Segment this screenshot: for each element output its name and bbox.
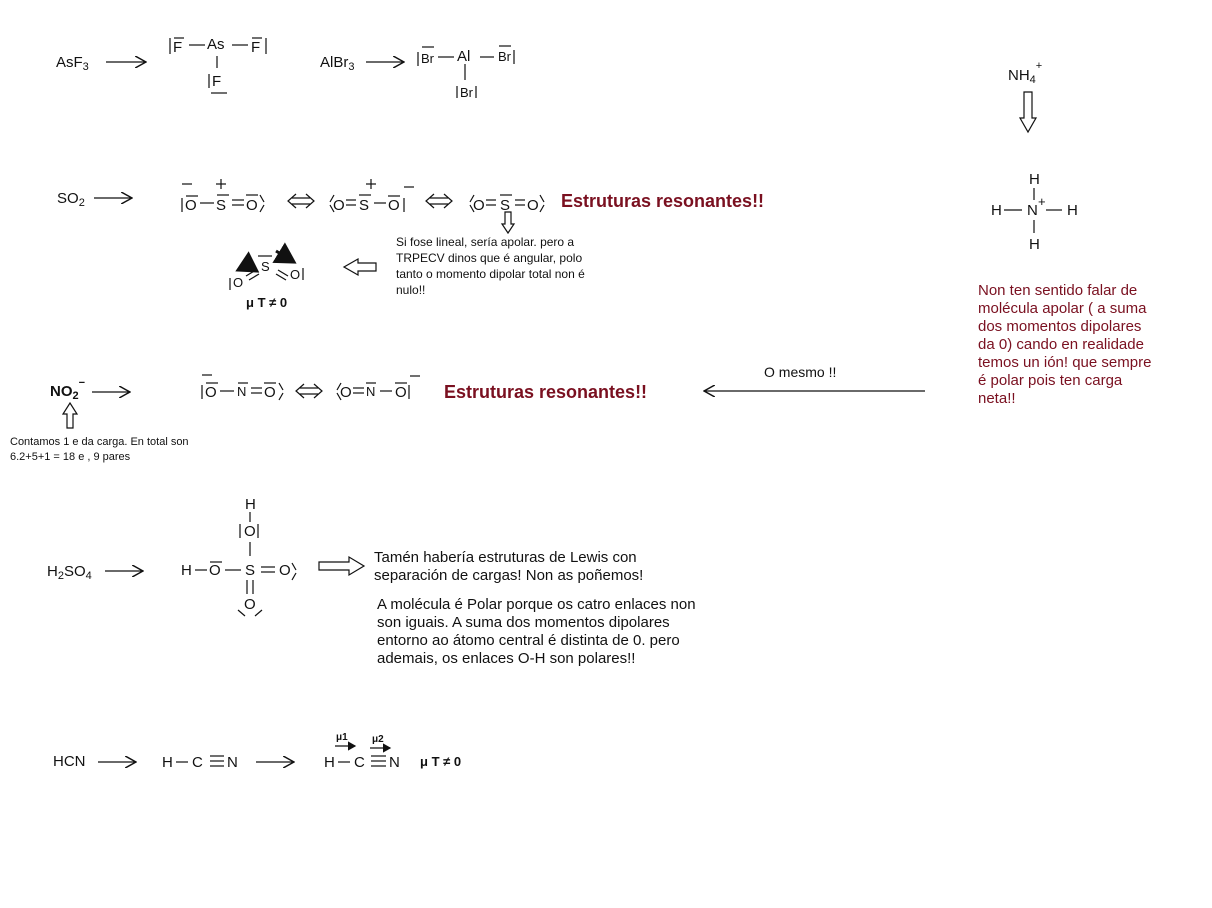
svg-text:C: C: [354, 754, 365, 771]
svg-text:Br: Br: [421, 51, 434, 66]
svg-text:C: C: [192, 754, 203, 771]
hcn-lewis-2: [324, 732, 400, 771]
h2so4-right-arrow: [319, 557, 364, 575]
hcn-row: [53, 732, 461, 771]
albr3-lewis: [418, 46, 514, 100]
svg-text:O: O: [395, 384, 407, 401]
svg-text:H: H: [324, 754, 335, 771]
svg-text:O: O: [246, 197, 258, 214]
svg-text:N: N: [227, 754, 238, 771]
svg-text:Br: Br: [498, 49, 511, 64]
hcn-mu-total: μ T ≠ 0: [420, 754, 462, 769]
svg-text:H: H: [181, 562, 192, 579]
albr3-row: [320, 46, 514, 100]
svg-text:O: O: [473, 197, 485, 214]
h2so4-polar-note: A molécula é Polar porque os catro enlaces non son iguais. A suma dos momentos dipolares entorno ao átomo central é distinta de 0. pero ademais, os enlaces O-H son polares!!: [377, 596, 696, 667]
h2so4-lewis-note: Tamén habería estruturas de Lewis con separación de cargas! Non as poñemos!: [374, 549, 644, 584]
svg-text:Al: Al: [457, 48, 471, 65]
no2-structure-2: [337, 376, 420, 401]
nh4-down-arrow: [1020, 92, 1036, 132]
nh4-column: [991, 60, 1078, 253]
so2-down-arrow: [502, 212, 514, 233]
svg-text:S: S: [216, 197, 227, 214]
svg-text:O: O: [264, 384, 276, 401]
svg-text:O: O: [185, 197, 197, 214]
svg-text:O: O: [340, 384, 352, 401]
h2so4-lewis: [181, 496, 296, 616]
asf3-formula: AsF$_3$: [56, 54, 89, 73]
so2-angular: [230, 251, 303, 290]
so2-mu-total: μ T ≠ 0: [246, 295, 288, 310]
svg-text:O: O: [209, 562, 221, 579]
svg-text:O: O: [205, 384, 217, 401]
svg-text:O: O: [279, 562, 291, 579]
svg-text:F: F: [212, 73, 222, 90]
svg-text:F: F: [251, 39, 261, 56]
so2-linear-note: Si fose lineal, sería apolar. pero a TRPECV dinos que é angular, polo tanto o momento dipolar total non é nulo!!: [396, 235, 585, 297]
svg-text:As: As: [207, 36, 225, 53]
svg-text:N: N: [237, 384, 247, 399]
albr3-formula: AlBr$_3$: [320, 54, 355, 73]
so2-resonance-label: Estruturas resonantes!!: [561, 191, 765, 211]
no2-resonance-label: Estruturas resonantes!!: [444, 382, 648, 402]
svg-text:+: +: [1038, 194, 1046, 209]
svg-text:S: S: [500, 197, 511, 214]
svg-text:S: S: [261, 259, 270, 274]
svg-text:O: O: [233, 275, 244, 290]
so2-structure-3: [470, 195, 544, 214]
nh4-ion-note: Non ten sentido falar de molécula apolar ( a suma dos momentos dipolares da 0) cando en realidade temos un ión! que sempre é polar pois ten carga neta!!: [978, 282, 1152, 407]
svg-text:O: O: [290, 267, 301, 282]
so2-structure-1: [182, 179, 264, 214]
hcn-lewis-1: [162, 754, 238, 771]
svg-text:O: O: [244, 523, 256, 540]
svg-text:H: H: [162, 754, 173, 771]
so2-formula: $SO_2$: [57, 190, 85, 209]
svg-text:N: N: [1027, 202, 1038, 219]
svg-text:O: O: [527, 197, 539, 214]
no2-up-arrow: [63, 403, 77, 428]
asf3-lewis: [170, 36, 266, 93]
no2-resonance-arrow: [296, 384, 322, 398]
o-mesmo-label: O mesmo !!: [764, 364, 837, 380]
no2-count-note: Contamos 1 e da carga. En total son 6.2+5+1 = 18 e , 9 pares: [10, 436, 189, 463]
so2-structure-2: [330, 179, 414, 214]
no2-row: [50, 364, 925, 428]
so2-resonance-arrow-1: [288, 194, 314, 208]
nh4-lewis: [991, 171, 1078, 253]
svg-text:H: H: [991, 202, 1002, 219]
svg-text:S: S: [359, 197, 370, 214]
h2so4-formula: $H_2SO_4$: [47, 563, 92, 582]
so2-left-arrow: [344, 259, 376, 275]
nh4-formula: $NH_4^+$: [1008, 60, 1043, 86]
svg-text:μ1: μ1: [336, 732, 348, 743]
svg-text:H: H: [1067, 202, 1078, 219]
svg-text:H: H: [1029, 171, 1040, 188]
no2-formula: $NO_2^-$: [50, 377, 86, 402]
no2-structure-1: [202, 375, 283, 401]
svg-text:F: F: [173, 39, 183, 56]
svg-text:N: N: [389, 754, 400, 771]
hcn-formula: HCN: [53, 753, 86, 770]
svg-text:H: H: [1029, 236, 1040, 253]
svg-text:H: H: [245, 496, 256, 513]
so2-resonance-arrow-2: [426, 194, 452, 208]
svg-text:μ2: μ2: [372, 734, 384, 745]
svg-text:O: O: [333, 197, 345, 214]
svg-text:O: O: [244, 596, 256, 613]
svg-text:N: N: [366, 384, 376, 399]
asf3-row: [56, 36, 266, 93]
svg-text:O: O: [388, 197, 400, 214]
svg-text:Br: Br: [460, 85, 473, 100]
h2so4-row: [47, 496, 364, 616]
svg-text:S: S: [245, 562, 256, 579]
